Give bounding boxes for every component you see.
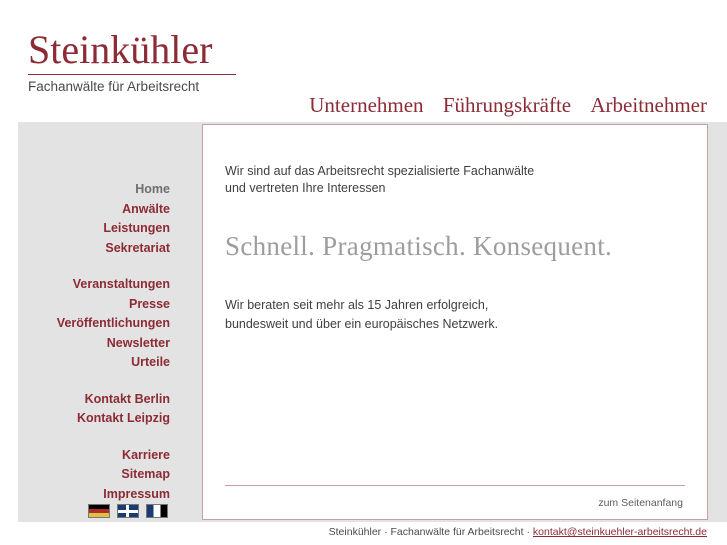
sidebar-item-anwaelte[interactable]: Anwälte	[122, 201, 170, 216]
sidebar-item-impressum[interactable]: Impressum	[103, 486, 170, 501]
body-text	[225, 296, 681, 334]
body-line-2: bundesweit und über ein europäisches Netzwerk.	[225, 317, 499, 331]
logo-subtitle: Fachanwälte für Arbeitsrecht	[28, 79, 200, 94]
content-divider	[225, 485, 685, 486]
sidebar-item-newsletter[interactable]: Newsletter	[106, 335, 170, 350]
intro-line-2: und vertreten Ihre Interessen	[225, 181, 386, 195]
sidebar-item-sitemap[interactable]: Sitemap	[121, 467, 170, 481]
sidebar-item-kontakt-leipzig[interactable]: Kontakt Leipzig	[76, 411, 170, 425]
sidebar-item-sekretariat[interactable]: Sekretariat	[105, 240, 170, 255]
content-panel	[202, 124, 708, 520]
sidebar-item-presse[interactable]: Presse	[128, 296, 170, 311]
logo-wordmark: Steinkühler	[28, 27, 213, 72]
sidebar-item-urteile[interactable]: Urteile	[131, 355, 170, 369]
logo-divider	[28, 74, 236, 75]
british-flag-icon[interactable]	[117, 504, 139, 518]
content-body	[203, 125, 707, 334]
german-flag-icon[interactable]	[88, 504, 110, 518]
language-switcher	[88, 504, 168, 518]
sidebar-item-home[interactable]: Home	[135, 182, 170, 196]
back-to-top-link[interactable]: zum Seitenanfang	[598, 497, 683, 509]
intro-line-1: Wir sind auf das Arbeitsrecht spezialisierte Fachanwälte	[225, 164, 535, 178]
sidebar-spacer	[0, 258, 180, 275]
intro-text	[225, 163, 681, 197]
sidebar-item-leistungen[interactable]: Leistungen	[103, 221, 170, 235]
slogan-headline: Schnell. Pragmatisch. Konsequent.	[225, 231, 613, 261]
site-footer	[0, 522, 727, 545]
site-header	[0, 0, 727, 122]
sidebar-item-veroeffentlichungen[interactable]: Veröffentlichungen	[56, 316, 170, 330]
sidebar-navigation	[0, 180, 180, 504]
footer-text-container	[329, 526, 707, 538]
sidebar-spacer	[0, 429, 180, 446]
topnav-item-fuehrungskraefte[interactable]: Führungskräfte	[442, 93, 572, 117]
site-logo[interactable]	[28, 28, 243, 94]
sidebar-spacer	[0, 373, 180, 390]
french-flag-icon[interactable]	[146, 504, 168, 518]
sidebar-item-kontakt-berlin[interactable]: Kontakt Berlin	[84, 391, 170, 406]
sidebar-item-karriere[interactable]: Karriere	[122, 447, 170, 462]
topnav-item-arbeitnehmer[interactable]: Arbeitnehmer	[590, 93, 707, 117]
top-navigation	[309, 93, 707, 118]
footer-text: Steinkühler · Fachanwälte für Arbeitsrecht ·	[328, 526, 533, 538]
footer-email-link[interactable]: kontakt@steinkuehler-arbeitsrecht.de	[532, 526, 707, 538]
body-line-1: Wir beraten seit mehr als 15 Jahren erfolgreich,	[225, 298, 489, 312]
topnav-item-unternehmen[interactable]: Unternehmen	[309, 93, 424, 117]
sidebar-item-veranstaltungen[interactable]: Veranstaltungen	[72, 277, 170, 291]
